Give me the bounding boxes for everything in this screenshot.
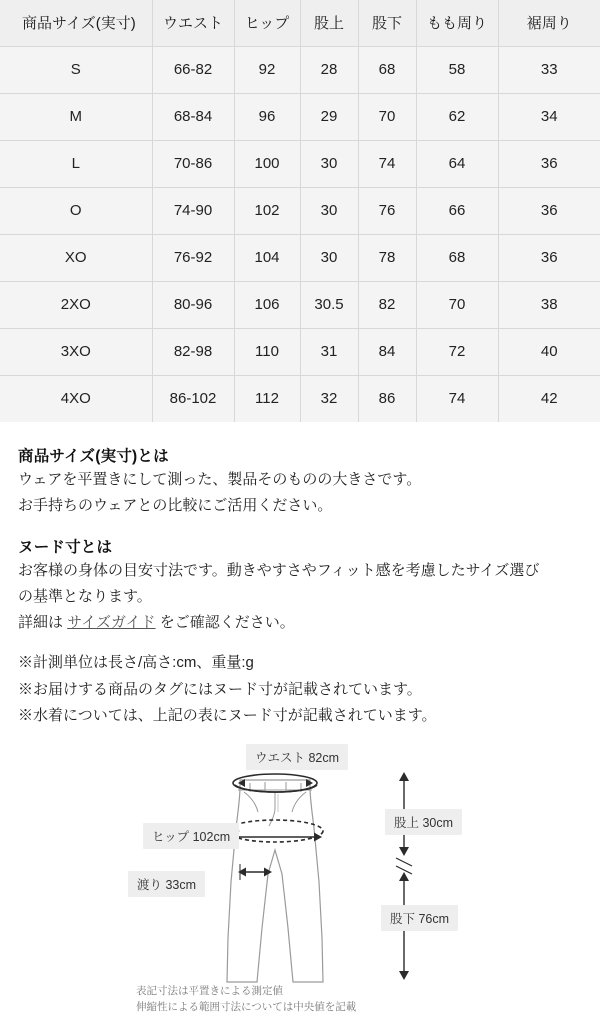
footnote-line-1: 表記寸法は平置きによる測定値	[136, 985, 283, 998]
cell-waist: 76-92	[152, 234, 234, 281]
cell-thigh: 68	[416, 234, 498, 281]
cell-hip: 96	[234, 93, 300, 140]
cell-waist: 68-84	[152, 93, 234, 140]
cell-size: 2XO	[0, 281, 152, 328]
cell-waist: 82-98	[152, 328, 234, 375]
column-header-inseam: 股下	[358, 0, 416, 46]
cell-inseam: 68	[358, 46, 416, 93]
cell-rise: 32	[300, 375, 358, 422]
cell-hip: 110	[234, 328, 300, 375]
cell-rise: 30	[300, 187, 358, 234]
cell-hem: 40	[498, 328, 600, 375]
callout-rise: 股上 30cm	[385, 809, 462, 835]
cell-hip: 106	[234, 281, 300, 328]
guide-prefix: 詳細は	[18, 614, 68, 632]
cell-thigh: 62	[416, 93, 498, 140]
column-header-hip: ヒップ	[234, 0, 300, 46]
cell-hip: 92	[234, 46, 300, 93]
cell-rise: 31	[300, 328, 358, 375]
cell-hem: 34	[498, 93, 600, 140]
table-row	[0, 93, 600, 140]
cell-inseam: 70	[358, 93, 416, 140]
cell-thigh: 66	[416, 187, 498, 234]
notes-text-nude-1: お客様の身体の目安寸法です。動きやすさやフィット感を考慮したサイズ選び	[18, 561, 540, 579]
notes-heading-nude-size: ヌード寸とは	[18, 538, 113, 556]
cell-inseam: 84	[358, 328, 416, 375]
notes-text-guide-line	[18, 611, 582, 635]
callout-hip: ヒップ 102cm	[143, 823, 239, 849]
cell-inseam: 76	[358, 187, 416, 234]
cell-inseam: 78	[358, 234, 416, 281]
notes-section	[0, 422, 600, 728]
callout-inseam: 股下 76cm	[381, 905, 458, 931]
notes-text-nude-2: の基準となります。	[18, 587, 152, 605]
table-row	[0, 281, 600, 328]
footnote-line-2: 伸縮性による範囲寸法については中央値を記載	[136, 1001, 357, 1014]
table-row	[0, 375, 600, 422]
column-header-waist: ウエスト	[152, 0, 234, 46]
cell-rise: 28	[300, 46, 358, 93]
table-header-row	[0, 0, 600, 46]
cell-size: XO	[0, 234, 152, 281]
size-table-body	[0, 46, 600, 422]
cell-waist: 70-86	[152, 140, 234, 187]
cell-waist: 74-90	[152, 187, 234, 234]
axis-break-mark	[396, 858, 412, 874]
cell-hem: 33	[498, 46, 600, 93]
cell-hem: 42	[498, 375, 600, 422]
measurement-diagram	[0, 742, 600, 1034]
cell-hem: 36	[498, 234, 600, 281]
notes-text-actual-2: お手持ちのウェアとの比較にご活用ください。	[18, 497, 333, 515]
cell-size: 4XO	[0, 375, 152, 422]
notes-heading-actual-size: 商品サイズ(実寸)とは	[18, 448, 169, 465]
cell-size: M	[0, 93, 152, 140]
cell-inseam: 82	[358, 281, 416, 328]
caution-swimwear: ※水着については、上記の表にヌード寸が記載されています。	[18, 707, 437, 725]
cell-rise: 30.5	[300, 281, 358, 328]
cell-inseam: 86	[358, 375, 416, 422]
cell-rise: 30	[300, 140, 358, 187]
cell-rise: 30	[300, 234, 358, 281]
cell-hip: 102	[234, 187, 300, 234]
cell-hip: 100	[234, 140, 300, 187]
callout-waist: ウエスト 82cm	[246, 744, 348, 770]
guide-suffix: をご確認ください。	[155, 614, 295, 632]
column-header-rise: 股上	[300, 0, 358, 46]
diagram-footnote	[136, 984, 356, 1016]
callout-watari: 渡り 33cm	[128, 871, 205, 897]
cell-inseam: 74	[358, 140, 416, 187]
column-header-size: 商品サイズ(実寸)	[0, 0, 152, 46]
cell-waist: 66-82	[152, 46, 234, 93]
size-guide-link[interactable]: サイズガイド	[67, 614, 156, 632]
size-table	[0, 0, 600, 422]
cell-hem: 36	[498, 140, 600, 187]
table-row	[0, 140, 600, 187]
table-row	[0, 46, 600, 93]
cell-size: O	[0, 187, 152, 234]
cell-hem: 38	[498, 281, 600, 328]
table-row	[0, 234, 600, 281]
cell-size: L	[0, 140, 152, 187]
rise-arrow-top	[399, 772, 409, 781]
notes-text-actual-1: ウェアを平置きにして測った、製品そのものの大きさです。	[18, 471, 422, 488]
rise-arrow-bottom	[399, 847, 409, 856]
caution-tag-nude-size: ※お届けする商品のタグにはヌード寸が記載されています。	[18, 680, 422, 698]
cell-thigh: 58	[416, 46, 498, 93]
column-header-hem: 裾周り	[498, 0, 600, 46]
cell-thigh: 64	[416, 140, 498, 187]
inseam-arrow-top	[399, 872, 409, 881]
cell-hem: 36	[498, 187, 600, 234]
cell-rise: 29	[300, 93, 358, 140]
cell-size: S	[0, 46, 152, 93]
cell-thigh: 70	[416, 281, 498, 328]
table-row	[0, 328, 600, 375]
size-table-header	[0, 0, 600, 46]
cell-waist: 80-96	[152, 281, 234, 328]
cell-size: 3XO	[0, 328, 152, 375]
inseam-arrow-bottom	[399, 971, 409, 980]
table-row	[0, 187, 600, 234]
cell-thigh: 74	[416, 375, 498, 422]
column-header-thigh: もも周り	[416, 0, 498, 46]
cell-thigh: 72	[416, 328, 498, 375]
cell-hip: 112	[234, 375, 300, 422]
caution-measure-unit: ※計測単位は長さ/高さ:cm、重量:g	[18, 654, 254, 672]
cell-hip: 104	[234, 234, 300, 281]
cell-waist: 86-102	[152, 375, 234, 422]
